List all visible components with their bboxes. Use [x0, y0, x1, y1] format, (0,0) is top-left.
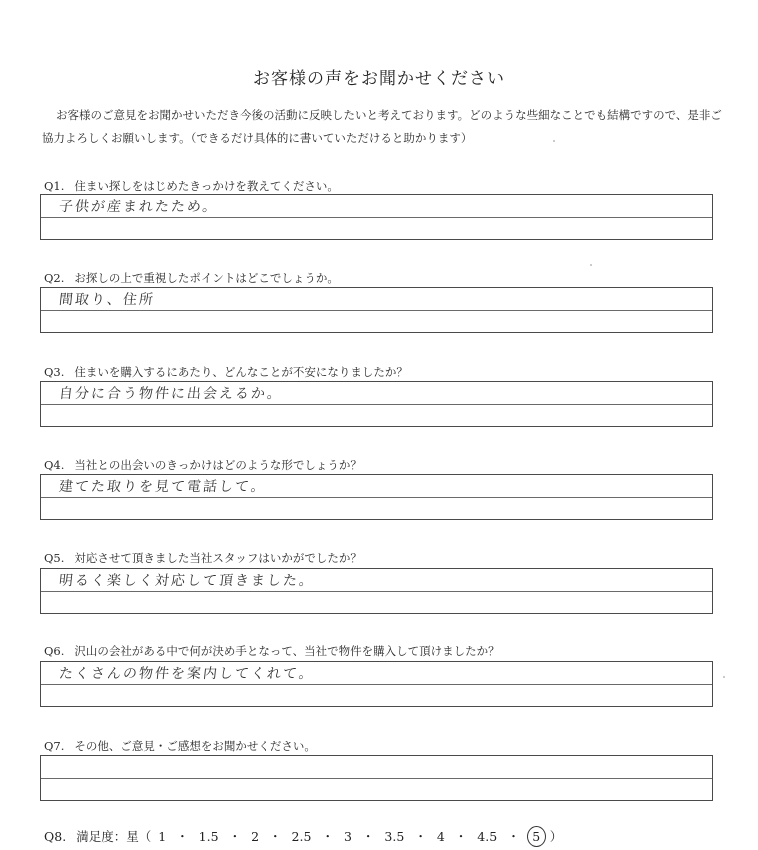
question-number: Q6. — [44, 644, 65, 658]
question-4 — [44, 457, 362, 473]
rating-separator: ・ — [414, 829, 427, 844]
question-text: その他、ご意見・ご感想をお聞かせください。 — [74, 739, 316, 753]
question-text: 住まいを購入するにあたり、どんなことが不安になりましたか？ — [74, 365, 408, 379]
rating-separator: ・ — [454, 829, 468, 844]
ruled-line — [41, 217, 712, 218]
answer-box-7 — [40, 755, 713, 801]
question-number: Q8. — [44, 829, 67, 844]
question-6 — [44, 643, 500, 659]
intro-text: お客様のご意見をお聞かせいただき今後の活動に反映したいと考えております。どのような些細なことでも結構ですので、是非ご協力よろしくお願いします。（できるだけ具体的に書いていただけると助かります） — [42, 108, 722, 145]
rating-separator: ・ — [228, 829, 242, 844]
answer-box-3 — [40, 381, 713, 427]
rating-separator: ・ — [176, 829, 189, 844]
scan-speck — [723, 676, 725, 678]
question-7 — [44, 738, 316, 754]
handwritten-answer: 明るく楽しく対応して頂きました。 — [58, 573, 316, 589]
rating-option-selected[interactable]: 5 — [527, 826, 546, 847]
question-2 — [44, 270, 339, 286]
rating-option[interactable]: 3.5 — [384, 829, 405, 844]
question-5 — [44, 550, 362, 566]
rating-options — [151, 829, 550, 844]
question-1 — [44, 178, 339, 194]
rating-separator: ・ — [321, 829, 334, 844]
answer-box-1 — [40, 194, 713, 240]
answer-box-4 — [40, 474, 713, 520]
scan-speck — [590, 264, 592, 266]
rating-option[interactable]: 3 — [343, 829, 352, 844]
question-number: Q4. — [44, 458, 65, 472]
handwritten-answer: 子供が産まれたため。 — [58, 199, 220, 215]
handwritten-answer: たくさんの物件を案内してくれて。 — [58, 666, 316, 682]
rating-option[interactable]: 2.5 — [291, 829, 312, 844]
satisfaction-rating — [44, 826, 562, 847]
survey-title: お客様の声をお聞かせください — [253, 69, 505, 89]
question-text: お探しの上で重視したポイントはどこでしょうか。 — [74, 271, 339, 285]
rating-separator: ・ — [269, 829, 282, 844]
question-number: Q1. — [44, 179, 65, 193]
ruled-line — [41, 591, 712, 592]
ruled-line — [41, 310, 712, 311]
question-number: Q7. — [44, 739, 65, 753]
handwritten-answer: 自分に合う物件に出会えるか。 — [58, 386, 284, 402]
scan-speck — [553, 140, 555, 142]
ruled-line — [41, 684, 712, 685]
question-3 — [44, 364, 408, 380]
rating-close: ） — [549, 829, 563, 844]
rating-label: 満足度：星（ — [76, 829, 152, 844]
rating-separator: ・ — [361, 829, 375, 844]
answer-box-2 — [40, 287, 713, 333]
rating-option[interactable]: 2 — [251, 829, 260, 844]
rating-option[interactable]: 4 — [436, 829, 445, 844]
rating-option[interactable]: 4.5 — [477, 829, 498, 844]
question-text: 沢山の会社がある中で何が決め手となって、当社で物件を購入して頂けましたか？ — [74, 644, 500, 658]
answer-box-6 — [40, 661, 713, 707]
handwritten-answer: 建てた取りを見て電話して。 — [58, 479, 268, 495]
handwritten-answer: 間取り、住所 — [58, 292, 156, 308]
question-text: 住まい探しをはじめたきっかけを教えてください。 — [74, 179, 339, 193]
question-number: Q2. — [44, 271, 65, 285]
rating-separator: ・ — [507, 829, 520, 844]
question-text: 対応させて頂きました当社スタッフはいかがでしたか？ — [74, 551, 362, 565]
question-number: Q5. — [44, 551, 65, 565]
answer-box-5 — [40, 568, 713, 614]
question-number: Q3. — [44, 365, 65, 379]
ruled-line — [41, 778, 712, 779]
rating-option[interactable]: 1 — [158, 829, 167, 844]
ruled-line — [41, 497, 712, 498]
question-text: 当社との出会いのきっかけはどのような形でしょうか？ — [74, 458, 362, 472]
rating-option[interactable]: 1.5 — [198, 829, 219, 844]
ruled-line — [41, 404, 712, 405]
